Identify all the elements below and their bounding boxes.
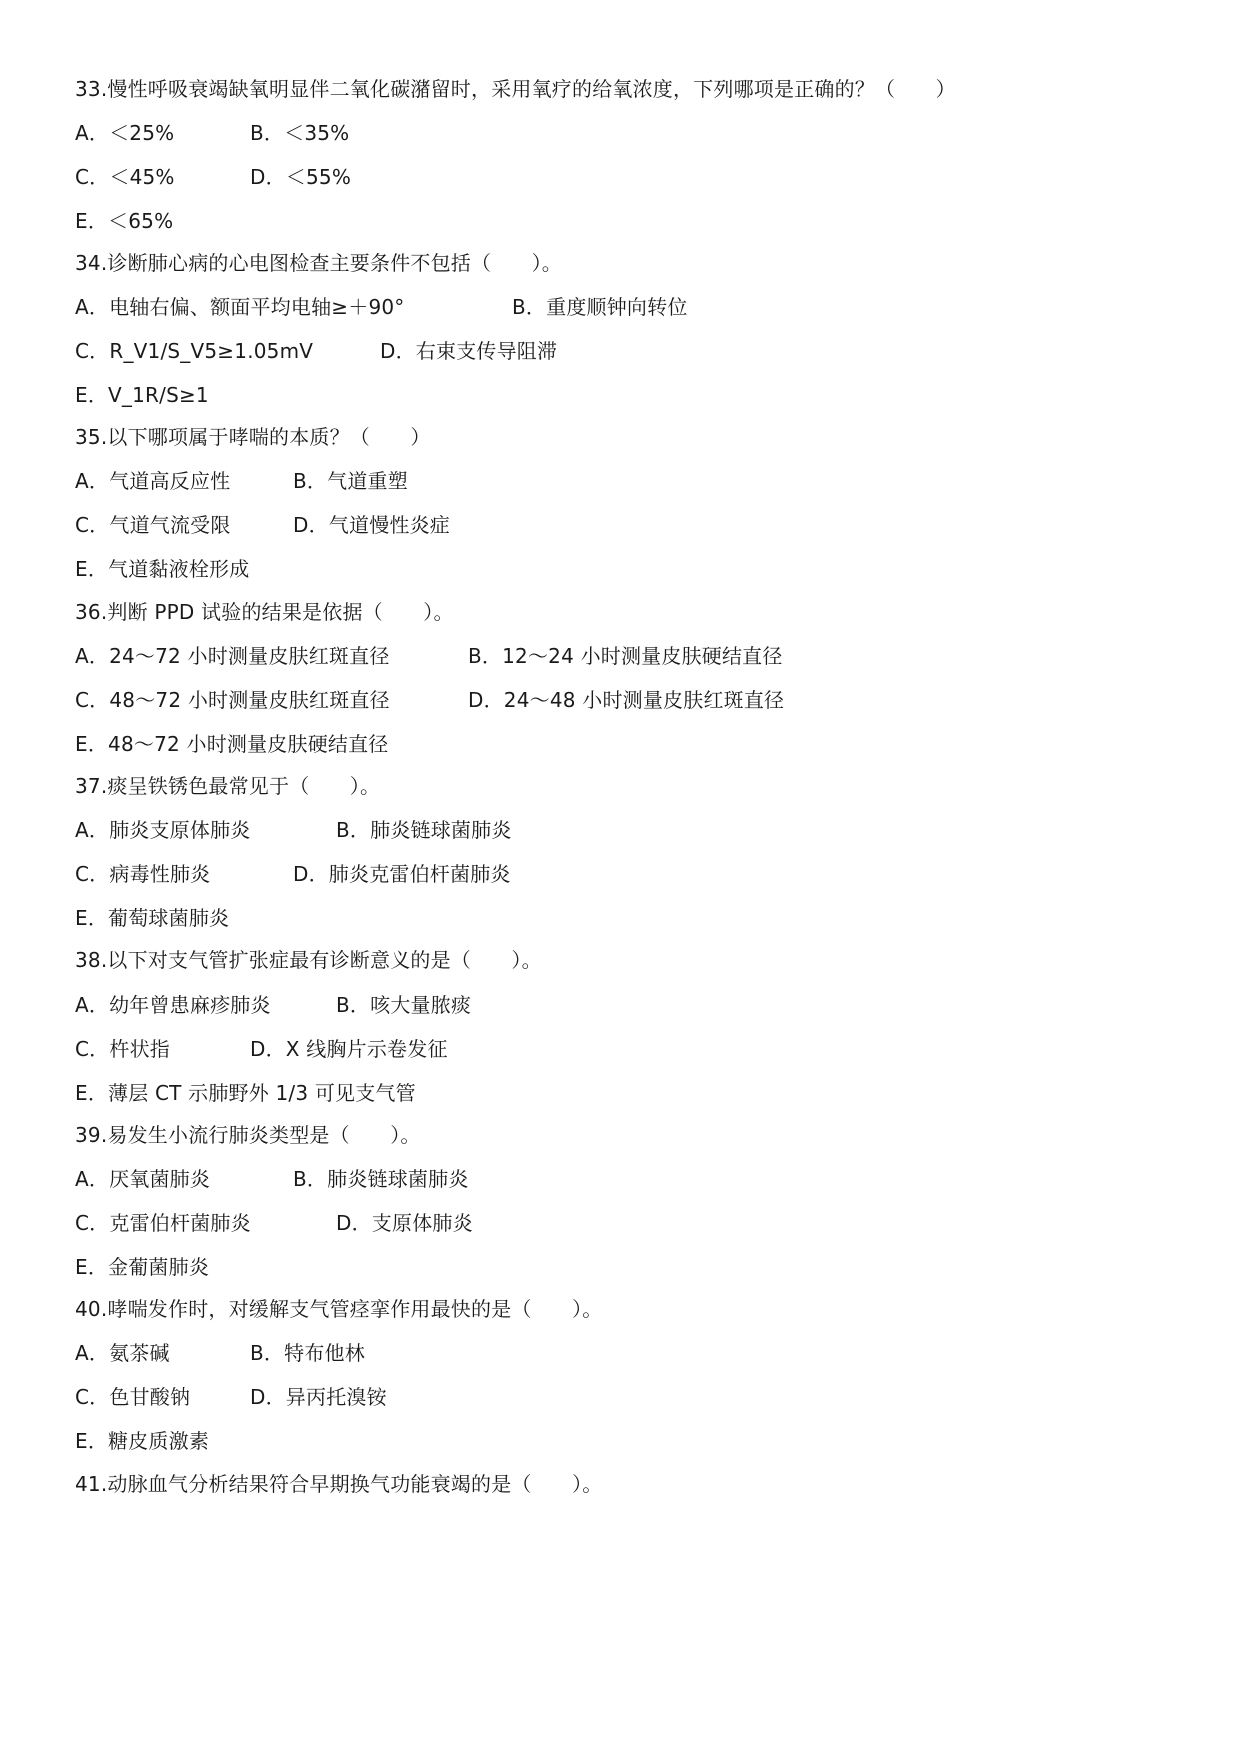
question-34-option-c: C．R_V1/S_V5≥1.05mV [75, 339, 314, 363]
question-34-option-e: E．V_1R/S≥1 [75, 383, 209, 407]
question-36-option-b: B．12～24 小时测量皮肤硬结直径 [468, 644, 783, 668]
question-35-option-d: D．气道慢性炎症 [293, 513, 451, 537]
question-36-option-e: E．48～72 小时测量皮肤硬结直径 [75, 732, 389, 756]
question-34-option-b: B．重度顺钟向转位 [512, 295, 688, 319]
question-39-stem: 39.易发生小流行肺炎类型是（ ）。 [75, 1123, 421, 1147]
question-34-option-a: A．电轴右偏、额面平均电轴≥＋90° [75, 295, 405, 319]
question-33-stem: 33.慢性呼吸衰竭缺氧明显伴二氧化碳潴留时，采用氧疗的给氧浓度，下列哪项是正确的？（ ） [75, 77, 956, 101]
question-36-option-c: C．48～72 小时测量皮肤红斑直径 [75, 688, 390, 712]
question-37-option-e: E．葡萄球菌肺炎 [75, 906, 230, 930]
question-38-option-c: C．杵状指 [75, 1037, 170, 1061]
question-38-stem: 38.以下对支气管扩张症最有诊断意义的是（ ）。 [75, 948, 542, 972]
question-40-option-b: B．特布他林 [250, 1341, 365, 1365]
question-39-option-e: E．金葡菌肺炎 [75, 1255, 210, 1279]
question-35-option-b: B．气道重塑 [293, 469, 408, 493]
question-35-option-c: C．气道气流受限 [75, 513, 231, 537]
question-38-option-d: D．X 线胸片示卷发征 [250, 1037, 448, 1061]
question-40-option-a: A．氨茶碱 [75, 1341, 170, 1365]
question-38-option-e: E．薄层 CT 示肺野外 1/3 可见支气管 [75, 1081, 416, 1105]
question-37-option-a: A．肺炎支原体肺炎 [75, 818, 251, 842]
question-37-option-d: D．肺炎克雷伯杆菌肺炎 [293, 862, 511, 886]
question-33-option-c: C．＜45% [75, 165, 175, 189]
question-39-option-b: B．肺炎链球菌肺炎 [293, 1167, 469, 1191]
question-35-option-e: E．气道黏液栓形成 [75, 557, 250, 581]
question-40-option-d: D．异丙托溴铵 [250, 1385, 387, 1409]
question-35-option-a: A．气道高反应性 [75, 469, 231, 493]
question-37-option-b: B．肺炎链球菌肺炎 [336, 818, 512, 842]
question-36-option-d: D．24～48 小时测量皮肤红斑直径 [468, 688, 785, 712]
question-33-option-e: E．＜65% [75, 209, 174, 233]
question-37-stem: 37.痰呈铁锈色最常见于（ ）。 [75, 774, 381, 798]
question-40-stem: 40.哮喘发作时，对缓解支气管痉挛作用最快的是（ ）。 [75, 1297, 603, 1321]
question-39-option-c: C．克雷伯杆菌肺炎 [75, 1211, 251, 1235]
question-33-option-d: D．＜55% [250, 165, 352, 189]
question-38-option-a: A．幼年曾患麻疹肺炎 [75, 993, 271, 1017]
question-39-option-d: D．支原体肺炎 [336, 1211, 473, 1235]
question-33-option-a: A．＜25% [75, 121, 175, 145]
question-34-stem: 34.诊断肺心病的心电图检查主要条件不包括（ ）。 [75, 251, 563, 275]
question-39-option-a: A．厌氧菌肺炎 [75, 1167, 211, 1191]
question-41-stem: 41.动脉血气分析结果符合早期换气功能衰竭的是（ ）。 [75, 1472, 603, 1496]
question-35-stem: 35.以下哪项属于哮喘的本质？（ ） [75, 425, 431, 449]
question-37-option-c: C．病毒性肺炎 [75, 862, 211, 886]
question-38-option-b: B．咳大量脓痰 [336, 993, 472, 1017]
question-33-option-b: B．＜35% [250, 121, 350, 145]
question-40-option-e: E．糖皮质激素 [75, 1429, 210, 1453]
question-36-stem: 36.判断 PPD 试验的结果是依据（ ）。 [75, 600, 454, 624]
question-34-option-d: D．右束支传导阻滞 [380, 339, 558, 363]
question-40-option-c: C．色甘酸钠 [75, 1385, 191, 1409]
question-36-option-a: A．24～72 小时测量皮肤红斑直径 [75, 644, 390, 668]
